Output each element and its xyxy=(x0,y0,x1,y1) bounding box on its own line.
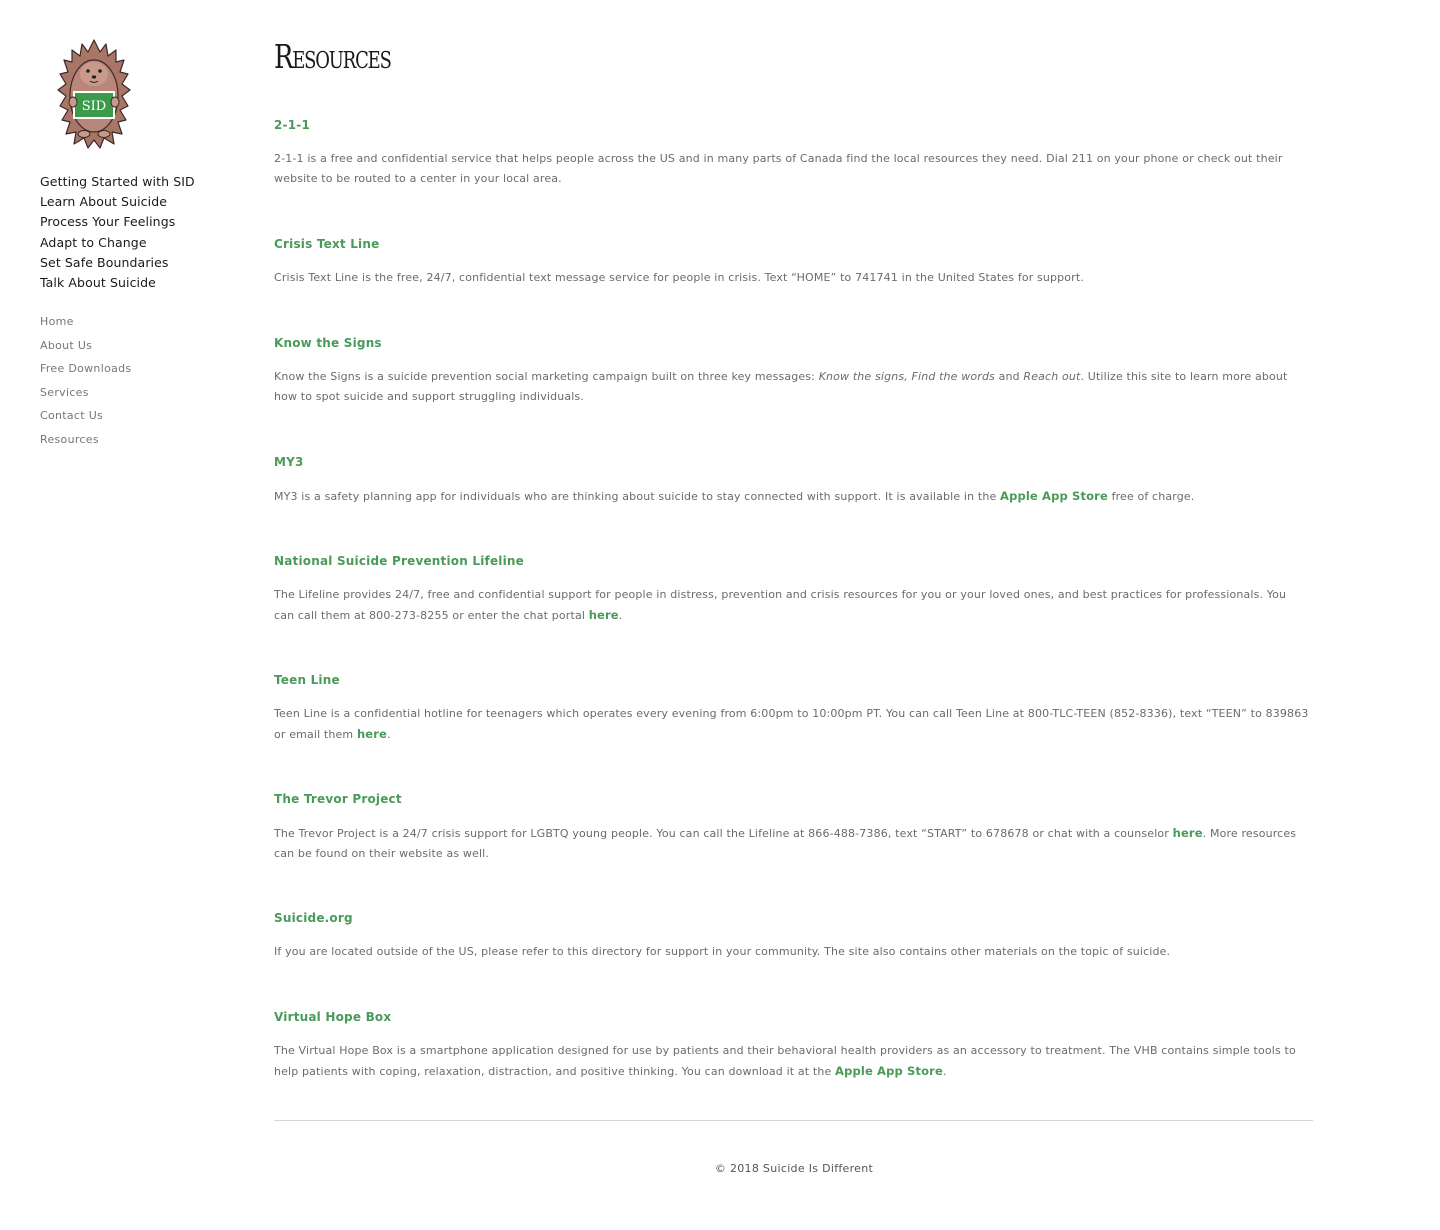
resource-title[interactable]: Virtual Hope Box xyxy=(274,1010,392,1024)
resource-my3 xyxy=(274,454,1314,507)
resource-trevor-project xyxy=(274,791,1314,864)
text-segment: The Virtual Hope Box is a smartphone application designed for use by patients and their behavioral health providers as an accessory to treatment. The VHB contains simple tools to help patients with coping, relaxation, distraction, and positive thinking. You can download it at the xyxy=(274,1044,1296,1078)
text-segment: MY3 is a safety planning app for individuals who are thinking about suicide to stay connected with support. It is available in the xyxy=(274,490,1001,503)
nav-item-adapt-to-change[interactable]: Adapt to Change xyxy=(40,234,147,250)
text-segment: . Utilize this site to learn more about how to spot suicide and support struggling individuals. xyxy=(274,370,1288,403)
resource-suicide-org xyxy=(274,910,1314,962)
nav-item-contact-us[interactable]: Contact Us xyxy=(40,409,104,423)
resource-description: If you are located outside of the US, please refer to this directory for support in your community. The site also contains other materials on the topic of suicide. xyxy=(274,945,1171,958)
resource-description: Crisis Text Line is the free, 24/7, confidential text message service for people in crisis. Text “HOME” to 741741 in the United States for support. xyxy=(274,271,1084,284)
resource-title[interactable]: 2-1-1 xyxy=(274,118,311,132)
secondary-nav xyxy=(40,310,131,452)
nav-item-learn-about-suicide[interactable]: Learn About Suicide xyxy=(40,194,168,210)
nav-item-talk-about-suicide[interactable]: Talk About Suicide xyxy=(40,275,156,291)
email-link[interactable]: here xyxy=(356,727,388,741)
text-segment: free of charge. xyxy=(1107,490,1195,503)
text-segment: The Lifeline provides 24/7, free and confidential support for people in distress, prevention and crisis resources for you or your loved ones, and best practices for professionals. You can call them at 800-273-8255 or enter the chat portal xyxy=(274,588,1287,622)
footer-divider xyxy=(274,1120,1313,1121)
resource-title[interactable]: Crisis Text Line xyxy=(274,237,380,251)
emphasis-text: Know the signs, Find the words xyxy=(818,370,995,383)
nav-item-getting-started[interactable]: Getting Started with SID xyxy=(40,174,195,189)
resource-title[interactable]: The Trevor Project xyxy=(274,792,402,806)
resource-description xyxy=(274,1041,1310,1082)
resource-title[interactable]: MY3 xyxy=(274,455,304,469)
text-segment: . xyxy=(387,728,391,741)
resource-description xyxy=(274,585,1310,626)
resource-virtual-hope-box xyxy=(274,1009,1314,1082)
resource-title[interactable]: National Suicide Prevention Lifeline xyxy=(274,554,524,568)
nav-item-home[interactable]: Home xyxy=(40,315,74,328)
resource-teen-line xyxy=(274,672,1314,745)
resource-title[interactable]: Teen Line xyxy=(274,673,340,687)
resource-title[interactable]: Know the Signs xyxy=(274,336,382,350)
text-segment: . More resources can be found on their website as well. xyxy=(274,827,1297,860)
counselor-chat-link[interactable]: here xyxy=(1172,826,1203,840)
resource-description xyxy=(274,367,1310,407)
resource-national-lifeline xyxy=(274,553,1314,626)
resource-know-the-signs xyxy=(274,335,1314,407)
footer-copyright: © 2018 Suicide Is Different xyxy=(714,1162,874,1175)
resource-description xyxy=(274,823,1310,864)
apple-app-store-link[interactable]: Apple App Store xyxy=(835,1064,943,1078)
sid-hedgehog-logo[interactable] xyxy=(56,38,132,150)
nav-item-process-your-feelings[interactable]: Process Your Feelings xyxy=(40,214,176,230)
text-segment: . xyxy=(942,1065,947,1078)
nav-item-set-safe-boundaries[interactable]: Set Safe Boundaries xyxy=(40,254,169,270)
page-title: Resources xyxy=(274,37,391,76)
resource-description xyxy=(274,704,1310,745)
resource-crisis-text-line xyxy=(274,236,1314,288)
apple-app-store-link[interactable]: Apple App Store xyxy=(1000,489,1108,503)
chat-portal-link[interactable]: here xyxy=(588,608,619,622)
nav-item-about-us[interactable]: About Us xyxy=(40,338,93,352)
text-segment: . xyxy=(618,609,623,622)
nav-item-free-downloads[interactable]: Free Downloads xyxy=(40,362,132,376)
text-segment: Know the Signs is a suicide prevention social marketing campaign built on three key messages: xyxy=(274,370,819,383)
text-segment: and xyxy=(994,370,1024,383)
emphasis-text: Reach out xyxy=(1023,370,1081,383)
text-segment: The Trevor Project is a 24/7 crisis support for LGBTQ young people. You can call the Lifeline at 866-488-7386, text “START” to 678678 or chat with a counselor xyxy=(274,827,1173,840)
resource-description xyxy=(274,486,1310,507)
nav-item-resources[interactable]: Resources xyxy=(40,432,99,446)
nav-item-services[interactable]: Services xyxy=(40,385,89,399)
text-segment: Teen Line is a confidential hotline for teenagers which operates every evening from 6:00pm to 10:00pm PT. You can call Teen Line at 800-TLC-TEEN (852-8336), text “TEEN” to 839863 or email them xyxy=(274,707,1309,741)
primary-nav xyxy=(40,172,195,293)
logo-sign-text: SID xyxy=(81,99,107,114)
resource-description: 2-1-1 is a free and confidential service that helps people across the US and in many parts of Canada find the local resources they need. Dial 211 on your phone or check out their website to be routed to a center in your local area. xyxy=(274,152,1283,185)
resource-2-1-1 xyxy=(274,117,1314,189)
resource-title[interactable]: Suicide.org xyxy=(274,911,353,925)
